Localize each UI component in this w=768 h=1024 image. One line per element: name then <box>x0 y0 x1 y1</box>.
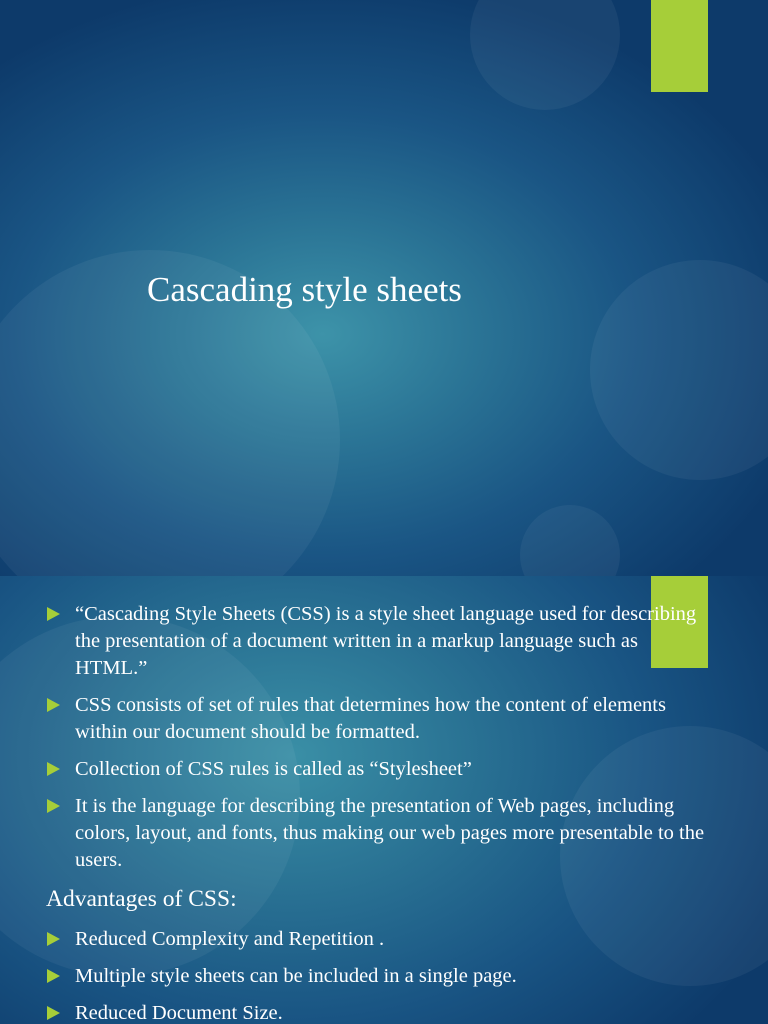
bullet-text: Collection of CSS rules is called as “Stylesheet” <box>75 758 472 780</box>
list-item <box>46 793 706 874</box>
decorative-circle <box>520 505 620 576</box>
bullet-text: “Cascading Style Sheets (CSS) is a style sheet language used for describing the presentation of a document written in a markup language such as HTML.” <box>75 603 697 679</box>
list-item <box>46 756 706 783</box>
content-slide <box>0 576 768 1024</box>
advantages-bullet-list <box>46 926 706 1024</box>
list-item <box>46 926 706 953</box>
bullet-text: It is the language for describing the presentation of Web pages, including colors, layout, and fonts, thus making our web pages more presentable to the users. <box>75 795 705 871</box>
list-item <box>46 601 706 682</box>
decorative-circle <box>590 260 768 480</box>
list-item <box>46 963 706 990</box>
bullet-text: CSS consists of set of rules that determines how the content of elements within our document should be formatted. <box>75 694 666 743</box>
list-item <box>46 1000 706 1024</box>
accent-bar <box>651 0 708 92</box>
triangle-bullet-icon <box>47 799 60 813</box>
advantages-heading: Advantages of CSS: <box>46 886 237 912</box>
decorative-circle <box>470 0 620 110</box>
bullet-text: Reduced Complexity and Repetition . <box>75 928 385 950</box>
triangle-bullet-icon <box>47 698 60 712</box>
triangle-bullet-icon <box>47 607 60 621</box>
triangle-bullet-icon <box>47 1006 60 1020</box>
slide-title: Cascading style sheets <box>147 270 462 309</box>
bullet-text: Multiple style sheets can be included in a single page. <box>75 965 517 987</box>
bullet-text: Reduced Document Size. <box>75 1002 283 1024</box>
triangle-bullet-icon <box>47 969 60 983</box>
triangle-bullet-icon <box>47 932 60 946</box>
triangle-bullet-icon <box>47 762 60 776</box>
definition-bullet-list <box>46 601 706 884</box>
list-item <box>46 692 706 746</box>
